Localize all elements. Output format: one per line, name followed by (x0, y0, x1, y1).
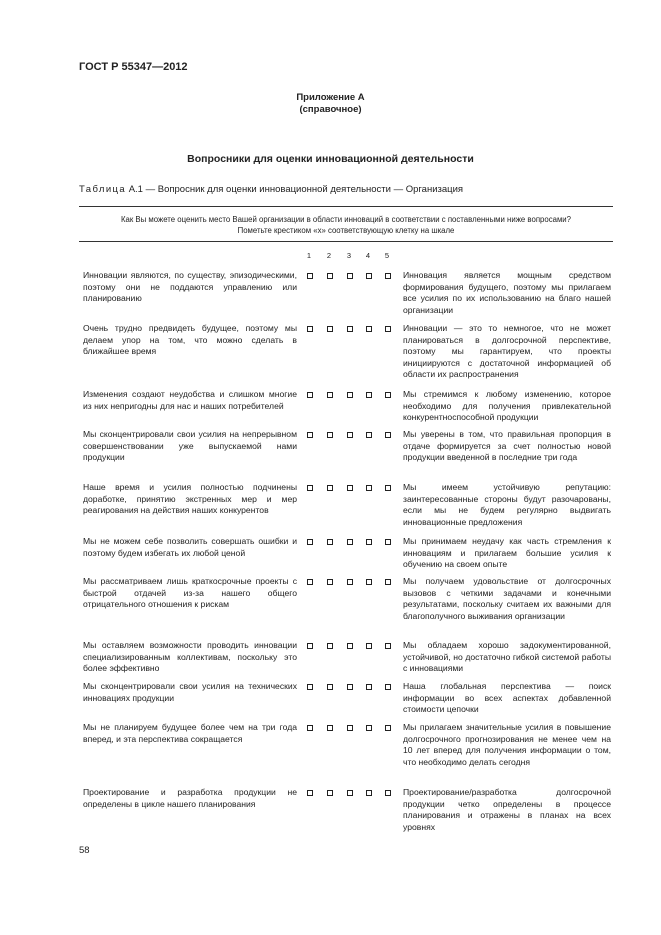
scale-checkbox-3[interactable] (347, 539, 353, 545)
statement-right: Мы стремимся к любому изменению, которое необходимо для получения привлекательной конкурентноспособной продукции (403, 389, 611, 422)
scale-checkbox-3[interactable] (347, 273, 353, 279)
scale-checkbox-2[interactable] (327, 790, 333, 796)
statement-right: Инновация является мощным средством формирования будущего, поэтому мы прилагаем все усилия по их использованию на благо нашей организации (403, 270, 611, 315)
scale-checkbox-2[interactable] (327, 684, 333, 690)
scale-checkbox-2[interactable] (327, 273, 333, 279)
scale-checkbox-1[interactable] (307, 273, 313, 279)
statement-right: Проектирование/разработка долгосрочной продукции четко определены в процессе планирования и отражены в планах на всех уровнях (403, 787, 611, 832)
table-instruction (79, 214, 613, 236)
scale-checkbox-2[interactable] (327, 326, 333, 332)
scale-checkbox-2[interactable] (327, 432, 333, 438)
statement-left: Изменения создают неудобства и слишком многие из них непригодны для нас и наших потребителей (83, 389, 297, 411)
table-caption-prefix: Таблица (79, 184, 127, 195)
statement-left: Очень трудно предвидеть будущее, поэтому мы делаем упор на том, что можно сделать в ближайшее время (83, 323, 297, 356)
scale-checkbox-4[interactable] (366, 273, 372, 279)
scale-checkbox-2[interactable] (327, 392, 333, 398)
scale-label-3: 3 (346, 251, 352, 260)
statement-left: Мы не можем себе позволить совершать ошибки и поэтому будем избегать их любой ценой (83, 536, 297, 558)
statement-right: Мы уверены в том, что правильная пропорция в отдаче формируется за счет полностью новой продукции введенной в последние три года (403, 429, 611, 462)
scale-checkbox-5[interactable] (385, 684, 391, 690)
standard-code: ГОСТ Р 55347—2012 (79, 61, 188, 73)
scale-checkbox-4[interactable] (366, 579, 372, 585)
scale-checkbox-2[interactable] (327, 485, 333, 491)
scale-checkbox-1[interactable] (307, 392, 313, 398)
scale-checkbox-1[interactable] (307, 579, 313, 585)
statement-right: Инновации — это то немногое, что не может планироваться в долгосрочной перспективе, поэтому мы гарантируем, что проекты инициируются с достаточной информацией об области их распространения (403, 323, 611, 379)
scale-label-4: 4 (365, 251, 371, 260)
statement-right: Мы принимаем неудачу как часть стремления к инновациям и прилагаем большие усилия к обучению на своем опыте (403, 536, 611, 569)
scale-checkbox-4[interactable] (366, 539, 372, 545)
statement-left: Наше время и усилия полностью подчинены доработке, принятию экстренных мер и мер реагирования на действия наших конкурентов (83, 482, 297, 515)
scale-checkbox-4[interactable] (366, 392, 372, 398)
scale-checkbox-2[interactable] (327, 643, 333, 649)
annex-subtitle: (справочное) (299, 104, 362, 115)
scale-checkbox-3[interactable] (347, 725, 353, 731)
scale-checkbox-5[interactable] (385, 432, 391, 438)
scale-checkbox-1[interactable] (307, 432, 313, 438)
scale-checkbox-3[interactable] (347, 684, 353, 690)
scale-checkbox-1[interactable] (307, 790, 313, 796)
statement-left: Мы сконцентрировали свои усилия на непрерывном совершенствовании уже выпускаемой нами продукции (83, 429, 297, 462)
scale-checkbox-4[interactable] (366, 485, 372, 491)
scale-checkbox-5[interactable] (385, 539, 391, 545)
scale-checkbox-5[interactable] (385, 485, 391, 491)
table-caption (79, 184, 463, 195)
scale-checkbox-3[interactable] (347, 392, 353, 398)
scale-checkbox-4[interactable] (366, 790, 372, 796)
statement-left: Мы оставляем возможности проводить инновации специализированным коллективам, поскольку это более эффективно (83, 640, 297, 673)
scale-label-5: 5 (384, 251, 390, 260)
scale-checkbox-3[interactable] (347, 485, 353, 491)
scale-checkbox-1[interactable] (307, 684, 313, 690)
scale-checkbox-1[interactable] (307, 643, 313, 649)
scale-checkbox-2[interactable] (327, 539, 333, 545)
scale-label-2: 2 (326, 251, 332, 260)
scale-checkbox-1[interactable] (307, 539, 313, 545)
scale-checkbox-3[interactable] (347, 579, 353, 585)
scale-checkbox-2[interactable] (327, 579, 333, 585)
statement-left: Мы не планируем будущее более чем на три года вперед, и эта перспектива сокращается (83, 722, 297, 744)
scale-checkbox-4[interactable] (366, 326, 372, 332)
scale-checkbox-4[interactable] (366, 643, 372, 649)
scale-checkbox-5[interactable] (385, 643, 391, 649)
annex-title: Приложение А (296, 92, 365, 103)
scale-checkbox-5[interactable] (385, 273, 391, 279)
statement-left: Инновации являются, по существу, эпизодическими, поэтому они не поддаются управлению или планированию (83, 270, 297, 303)
statement-left: Мы сконцентрировали свои усилия на технических инновациях продукции (83, 681, 297, 703)
scale-checkbox-5[interactable] (385, 725, 391, 731)
scale-checkbox-5[interactable] (385, 790, 391, 796)
scale-checkbox-2[interactable] (327, 725, 333, 731)
table-header-border (79, 241, 613, 242)
scale-checkbox-3[interactable] (347, 432, 353, 438)
scale-label-1: 1 (306, 251, 312, 260)
statement-left: Проектирование и разработка продукции не определены в цикле нашего планирования (83, 787, 297, 809)
statement-right: Мы обладаем хорошо задокументированной, устойчивой, но достаточно гибкой системой работы с инновациями (403, 640, 611, 673)
scale-checkbox-1[interactable] (307, 725, 313, 731)
scale-checkbox-4[interactable] (366, 725, 372, 731)
instruction-line-2: Пометьте крестиком «х» соответствующую клетку на шкале (237, 226, 455, 235)
statement-right: Наша глобальная перспектива — поиск информации во всех аспектах добавленной стоимости цепочки (403, 681, 611, 714)
scale-checkbox-1[interactable] (307, 326, 313, 332)
scale-checkbox-5[interactable] (385, 579, 391, 585)
scale-checkbox-4[interactable] (366, 432, 372, 438)
statement-right: Мы получаем удовольствие от долгосрочных вызовов с четкими задачами и конечными результатами, поскольку считаем их важными для благополучного выживания организации (403, 576, 611, 621)
statement-right: Мы имеем устойчивую репутацию: заинтересованные стороны будут разочарованы, если мы не будем регулярно выдвигать инновационные предложения (403, 482, 611, 527)
document-title: Вопросники для оценки инновационной деятельности (187, 153, 474, 165)
scale-checkbox-3[interactable] (347, 326, 353, 332)
scale-checkbox-5[interactable] (385, 392, 391, 398)
scale-checkbox-3[interactable] (347, 790, 353, 796)
statement-left: Мы рассматриваем лишь краткосрочные проекты с быстрой отдачей из-за нашего общего отрицательного отношения к рискам (83, 576, 297, 609)
statement-right: Мы прилагаем значительные усилия в повышение долгосрочного прогнозирования не менее чем на 10 лет вперед для получения информации о том, что необходимо делать сегодня (403, 722, 611, 767)
annex-heading (0, 92, 661, 116)
page-number: 58 (79, 845, 90, 856)
scale-checkbox-5[interactable] (385, 326, 391, 332)
scale-checkbox-4[interactable] (366, 684, 372, 690)
table-caption-text: А.1 — Вопросник для оценки инновационной деятельности — Организация (126, 184, 464, 195)
table-top-border (79, 206, 613, 207)
scale-checkbox-3[interactable] (347, 643, 353, 649)
scale-checkbox-1[interactable] (307, 485, 313, 491)
instruction-line-1: Как Вы можете оценить место Вашей организации в области инноваций в соответствии с поставленными ниже вопросами? (120, 215, 572, 224)
